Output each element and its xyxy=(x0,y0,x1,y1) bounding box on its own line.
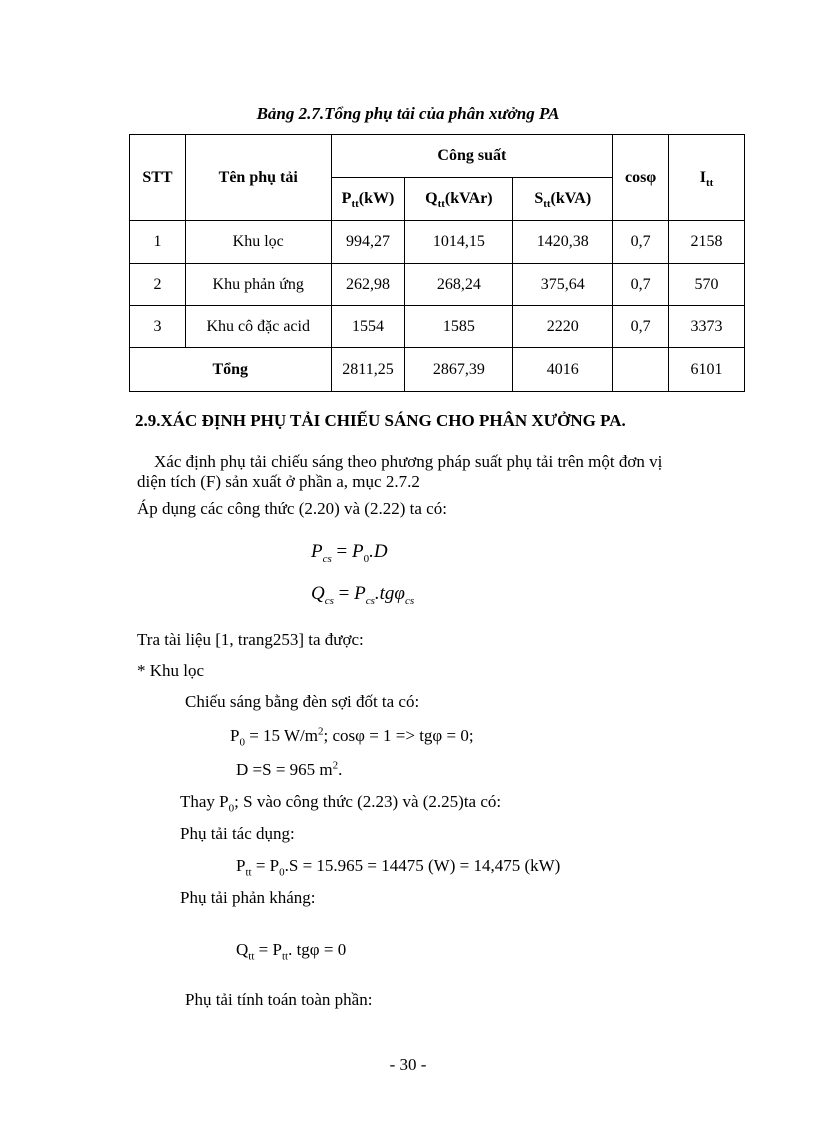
table-header-row xyxy=(130,135,745,178)
cell-name: Khu lọc xyxy=(185,221,331,264)
cell-name: Khu phản ứng xyxy=(185,264,331,306)
cell-q: 1014,15 xyxy=(405,221,513,264)
cell-stt: 3 xyxy=(130,306,186,348)
formula-pcs: $P_{cs} = P_0.D$ xyxy=(311,541,388,565)
header-current: $I_{tt}$ xyxy=(669,135,745,221)
table-row xyxy=(130,221,745,264)
load-table xyxy=(129,134,745,392)
cell-name: Khu cô đặc acid xyxy=(185,306,331,348)
total-label: Tổng xyxy=(130,348,332,392)
cell-q: 268,24 xyxy=(405,264,513,306)
total-cos xyxy=(613,348,669,392)
p0-line: $P_0 = 15$ $W/m^2$; cosφ = 1 => tgφ = 0; xyxy=(230,725,474,749)
cell-cos: 0,7 xyxy=(613,221,669,264)
paragraph-line: diện tích (F) sản xuất ở phần a, mục 2.7.2 xyxy=(137,472,420,491)
total-p: 2811,25 xyxy=(331,348,405,392)
reference-text: Tra tài liệu [1, trang253] ta được: xyxy=(137,630,364,649)
table-caption: Bảng 2.7.Tổng phụ tải của phân xưởng PA xyxy=(256,104,560,123)
cell-cos: 0,7 xyxy=(613,306,669,348)
cell-i: 3373 xyxy=(669,306,745,348)
table-row xyxy=(130,306,745,348)
header-power-group: Công suất xyxy=(331,135,613,178)
cell-i: 2158 xyxy=(669,221,745,264)
formula-qcs: $Q_{cs} = P_{cs}.tg\varphi_{cs}$ xyxy=(311,583,415,607)
cell-s: 375,64 xyxy=(513,264,613,306)
ptt-line: $P_{tt} = P_0.S = 15.965 = 14475$ (W) = 14,475 (kW) xyxy=(236,856,561,879)
section-heading: 2.9.XÁC ĐỊNH PHỤ TẢI CHIẾU SÁNG CHO PHÂN XƯỞNG PA. xyxy=(135,411,626,430)
cell-q: 1585 xyxy=(405,306,513,348)
active-load-label: Phụ tải tác dụng: xyxy=(180,824,295,843)
header-p: $P_{tt}(kW)$ xyxy=(331,178,405,221)
qtt-line: $Q_{tt} = P_{tt}$. tgφ = 0 xyxy=(236,940,347,963)
page-number: - 30 - xyxy=(389,1055,427,1074)
header-stt: STT xyxy=(130,135,186,221)
total-s: 4016 xyxy=(513,348,613,392)
header-name: Tên phụ tải xyxy=(185,135,331,221)
cell-p: 1554 xyxy=(331,306,405,348)
header-cos: cosφ xyxy=(613,135,669,221)
total-i: 6101 xyxy=(669,348,745,392)
cell-stt: 2 xyxy=(130,264,186,306)
paragraph-line: Xác định phụ tải chiếu sáng theo phương pháp suất phụ tải trên một đơn vị xyxy=(154,452,663,471)
cell-p: 994,27 xyxy=(331,221,405,264)
d-line: D =S = 965 $m^2$. xyxy=(236,759,343,779)
reactive-load-label: Phụ tải phản kháng: xyxy=(180,888,316,907)
cell-p: 262,98 xyxy=(331,264,405,306)
total-q: 2867,39 xyxy=(405,348,513,392)
cell-s: 2220 xyxy=(513,306,613,348)
cell-i: 570 xyxy=(669,264,745,306)
total-load-label: Phụ tải tính toán toàn phần: xyxy=(185,990,373,1009)
cell-stt: 1 xyxy=(130,221,186,264)
cell-s: 1420,38 xyxy=(513,221,613,264)
table-total-row xyxy=(130,348,745,392)
header-q: $Q_{tt}(kVAr)$ xyxy=(405,178,513,221)
lighting-text: Chiếu sáng bằng đèn sợi đốt ta có: xyxy=(185,692,420,711)
bullet-khu-loc: * Khu lọc xyxy=(137,661,205,680)
cell-cos: 0,7 xyxy=(613,264,669,306)
thay-line: Thay $P_0$; S vào công thức (2.23) và (2.25)ta có: xyxy=(180,792,502,815)
paragraph-line: Áp dụng các công thức (2.20) và (2.22) ta có: xyxy=(137,499,447,518)
table-row xyxy=(130,264,745,306)
header-s: $S_{tt}(kVA)$ xyxy=(513,178,613,221)
